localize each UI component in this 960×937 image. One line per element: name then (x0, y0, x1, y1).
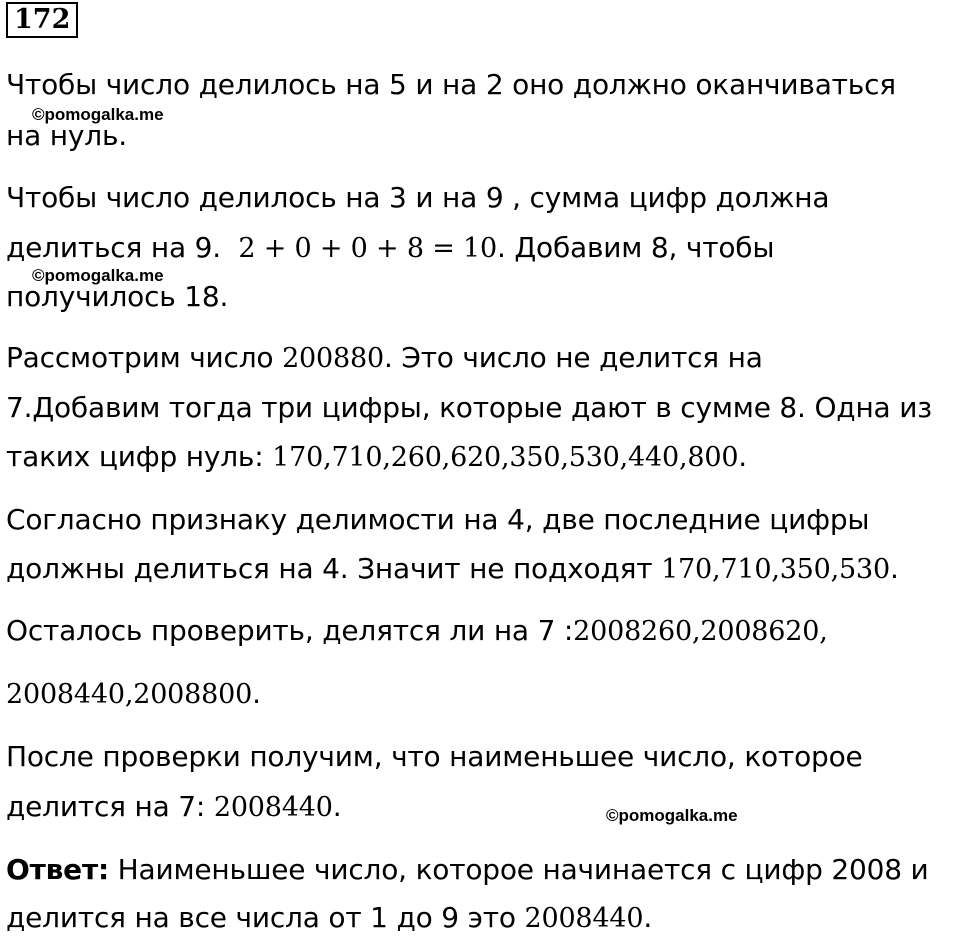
p6-line2 (6, 790, 341, 825)
p4-line2-tail: . (889, 552, 899, 585)
p2-line2-tail: . Добавим 8, чтобы (496, 231, 775, 264)
task-number-box: 172 (6, 2, 78, 38)
p3-line3-tail: . (738, 440, 747, 473)
watermark-1: ©pomogalka.me (32, 105, 164, 124)
p2-line2-math: 2 + 0 + 0 + 8 = 10 (238, 233, 497, 264)
p2-line2 (6, 231, 774, 266)
p3-line2: 7.Добавим тогда три цифры, которые дают в сумме 8. Одна из (6, 391, 932, 424)
answer-line2-text: делится на все числа от 1 до 9 это (6, 901, 525, 934)
answer-line1-text: Наименьшее число, которое начинается с цифр 2008 и (108, 853, 929, 886)
p2-line1: Чтобы число делилось на 3 и на 9 , сумма цифр должна (6, 181, 830, 214)
p6-line1: После проверки получим, что наименьшее число, которое (6, 740, 863, 773)
p2-line3: получилось 18. (6, 280, 229, 313)
p3-line3 (6, 440, 747, 475)
p3-line3-text: таких цифр нуль: (6, 440, 273, 473)
p3-line1-tail: . Это число не делится на (383, 341, 763, 374)
answer-line2-tail: . (643, 901, 653, 934)
p2-line2-text: делиться на 9. (6, 231, 221, 264)
answer-line1 (6, 853, 929, 887)
p6-line2-tail: . (332, 790, 342, 823)
p3-line1-text: Рассмотрим число (6, 341, 283, 374)
p4-line1: Согласно признаку делимости на 4, две последние цифры (6, 503, 870, 536)
p4-line2-text: должны делиться на 4. Значит не подходят (6, 552, 662, 585)
p1-line2: на нуль. (6, 119, 127, 152)
p5-line1 (6, 614, 828, 649)
p3-line1-math: 200880 (282, 343, 384, 374)
watermark-3: ©pomogalka.me (606, 806, 738, 825)
watermark-2: ©pomogalka.me (32, 266, 164, 285)
p4-line2-math: 170,710,350,530 (661, 554, 890, 585)
p3-line3-math: 170,710,260,620,350,530,440,800 (272, 442, 739, 473)
p5-line1-text: Осталось проверить, делятся ли на 7 : (6, 614, 574, 647)
p5-line2 (6, 677, 261, 712)
p4-line2 (6, 552, 899, 587)
p5-line1-math: 2008260,2008620, (573, 616, 828, 647)
p6-line2-text: делится на 7: (6, 790, 214, 823)
p3-line1 (6, 341, 763, 376)
answer-line2 (6, 901, 652, 936)
p6-line2-math: 2008440 (213, 792, 333, 823)
p5-line2-math: 2008440,2008800 (6, 679, 253, 710)
answer-label: Ответ: (6, 853, 109, 886)
p1-line1: Чтобы число делилось на 5 и на 2 оно должно оканчиваться (6, 68, 896, 101)
answer-line2-math: 2008440 (524, 903, 644, 934)
p5-line2-tail: . (252, 677, 261, 710)
